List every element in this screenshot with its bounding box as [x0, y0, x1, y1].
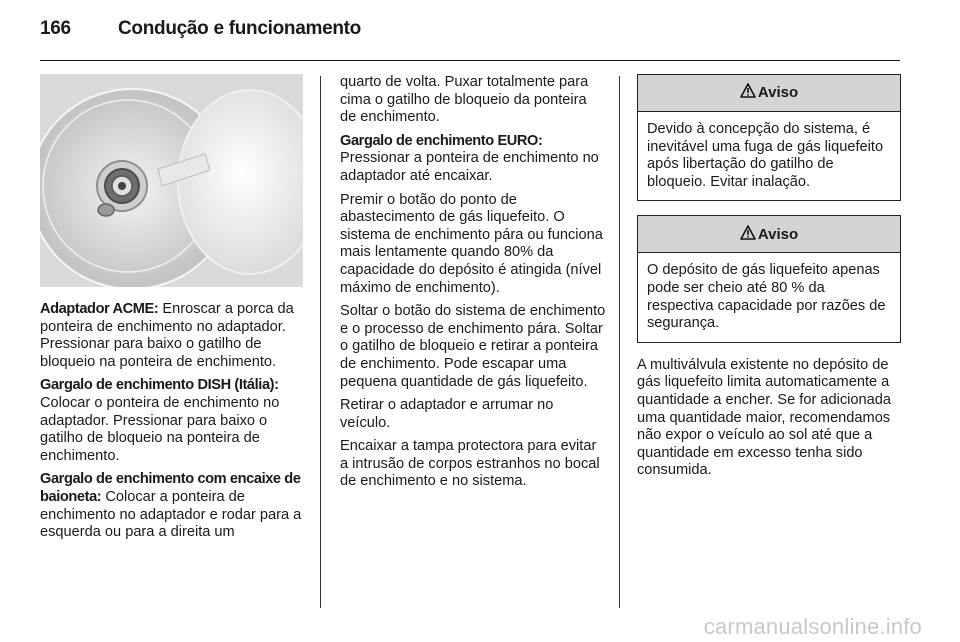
page-header [40, 18, 900, 58]
warning-icon [740, 83, 756, 103]
fuel-filler-image [40, 74, 303, 287]
term-label: Adaptador ACME: [40, 301, 159, 317]
warning-title: Aviso [757, 84, 799, 102]
warning-text: O depósito de gás liquefeito apenas pode ser cheio até 80 % da respectiva capacidade por razões de segurança. [647, 262, 886, 332]
warning-text: Devido à concepção do sistema, é inevitável uma fuga de gás liquefeito após libertação do gatilho de bloqueio. Evitar inalação. [647, 121, 884, 190]
term-label: Gargalo de enchimento DISH (Itália): [40, 377, 279, 394]
paragraph: Gargalo de enchimento com encaixe de baioneta: Colocar a ponteira de enchimento no adaptador e rodar para a esquerda ou para a direita um [40, 471, 302, 541]
watermark: carmanualsonline.info [703, 614, 922, 639]
paragraph: Soltar o botão do sistema de enchimento e o processo de enchimento pára. Soltar o gatilho de bloqueio e retirar a ponteira de enchimento. Pode escapar uma pequena quantidade de gás liquefeito. [340, 303, 606, 390]
warning-header [638, 216, 900, 253]
page-title: Condução e funcionamento [118, 18, 361, 39]
warning-icon [740, 225, 756, 245]
paragraph: Gargalo de enchimento DISH (Itália): Colocar o ponteira de enchimento no adaptador. Pressionar para baixo o gatilho de bloqueio na ponteira de enchimento. [40, 377, 280, 464]
paragraph: Retirar o adaptador e arrumar no veículo. [340, 397, 554, 431]
term-label: Gargalo de enchimento EURO: [340, 132, 543, 149]
warning-header [638, 75, 900, 112]
page-number: 166 [40, 18, 71, 39]
column-divider [619, 76, 620, 608]
paragraph: Gargalo de enchimento EURO: Pressionar a ponteira de enchimento no adaptador até encaixar. [340, 132, 599, 184]
column-1 [40, 74, 306, 548]
paragraph: Encaixar a tampa protectora para evitar a intrusão de corpos estranhos no bocal de enchimento e no sistema. [340, 438, 600, 490]
warning-box [637, 215, 901, 342]
warning-box [637, 74, 901, 201]
paragraph: A multiválvula existente no depósito de gás liquefeito limita automaticamente a quantidade a encher. Se for adicionada uma quantidade maior, recomendamos não expor o veículo ao sol até que a quantidade em excesso tenha sido consumida. [637, 356, 891, 479]
paragraph: quarto de volta. Puxar totalmente para cima o gatilho de bloqueio da ponteira de enchimento. [340, 74, 589, 126]
paragraph: Adaptador ACME: Enroscar a porca da ponteira de enchimento no adaptador. Pressionar para baixo o gatilho de bloqueio na ponteira de enchimento. [40, 301, 294, 370]
column-2 [340, 74, 606, 497]
fuel-filler-illustration [40, 74, 303, 287]
column-3 [637, 74, 901, 486]
paragraph: Premir o botão do ponto de abastecimento de gás liquefeito. O sistema de enchimento pára ou funciona mais lentamente quando 80% da capacidade do depósito é atingida (nível máximo de enchimento). [340, 191, 603, 296]
column-divider [320, 76, 321, 608]
term-label: Gargalo de enchimento com encaixe de baioneta: [40, 471, 301, 505]
header-divider [40, 60, 900, 61]
warning-title: Aviso [757, 225, 799, 243]
